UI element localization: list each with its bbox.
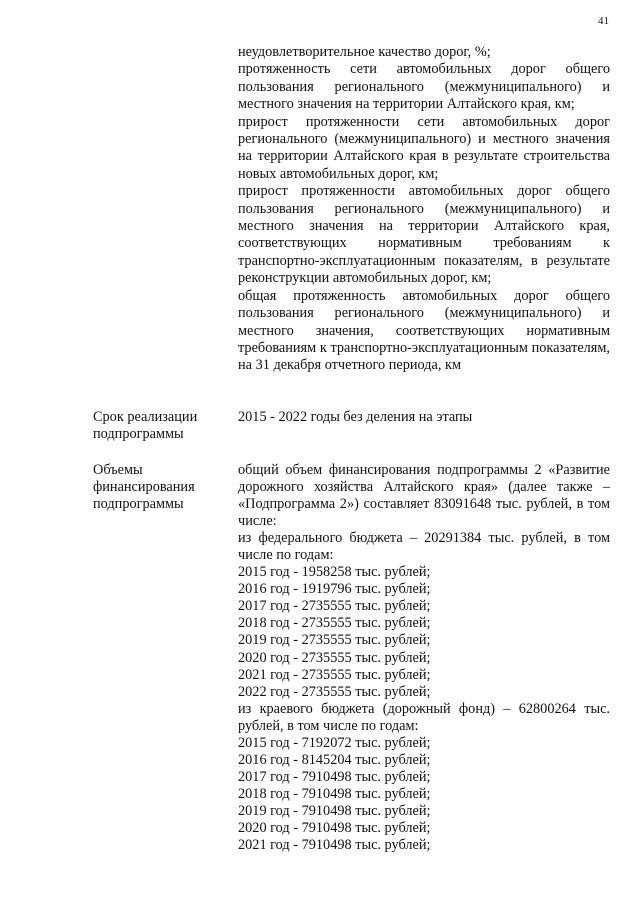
federal-year: 2020 год - 2735555 тыс. рублей; bbox=[238, 649, 431, 666]
indicator-item: общая протяженность автомобильных дорог общего пользования регионального (межмуниципального) и местного значения, соответствующих нормативным требованиям к транспортно-эксплуатационным показателям, на 31 декабря отчетного периода, км bbox=[238, 287, 610, 374]
period-value: 2015 - 2022 годы без деления на этапы bbox=[238, 409, 473, 425]
funding-label: Объемы финансирования подпрограммы bbox=[93, 462, 195, 513]
federal-year: 2019 год - 2735555 тыс. рублей; bbox=[238, 632, 431, 649]
federal-year: 2018 год - 2735555 тыс. рублей; bbox=[238, 615, 431, 632]
federal-year: 2017 год - 2735555 тыс. рублей; bbox=[238, 598, 431, 615]
regional-year: 2021 год - 7910498 тыс. рублей; bbox=[238, 837, 431, 854]
regional-year: 2019 год - 7910498 тыс. рублей; bbox=[238, 802, 431, 819]
funding-value bbox=[238, 462, 610, 854]
funding-intro: общий объем финансирования подпрограммы 2 «Развитие дорожного хозяйства Алтайского края» (далее также – «Подпрограмма 2») составляет 83091648 тыс. рублей, в том числе: bbox=[238, 462, 610, 530]
indicator-item: неудовлетворительное качество дорог, %; bbox=[238, 44, 491, 60]
federal-year: 2021 год - 2735555 тыс. рублей; bbox=[238, 666, 431, 683]
federal-year: 2016 год - 1919796 тыс. рублей; bbox=[238, 581, 431, 598]
federal-year: 2015 год - 1958258 тыс. рублей; bbox=[238, 564, 431, 581]
regional-year: 2017 год - 7910498 тыс. рублей; bbox=[238, 768, 431, 785]
regional-year: 2020 год - 7910498 тыс. рублей; bbox=[238, 819, 431, 836]
indicator-item: прирост протяженности автомобильных дорог общего пользования регионального (межмуниципального) и местного значения на территории Алтайского края, соответствующих нормативным требованиям к транспортно-эксплуатационным показателям, в результате реконструкции автомобильных дорог, км; bbox=[238, 183, 610, 287]
period-label: Срок реализации подпрограммы bbox=[93, 409, 198, 443]
regional-year: 2016 год - 8145204 тыс. рублей; bbox=[238, 751, 431, 768]
regional-intro: из краевого бюджета (дорожный фонд) – 62800264 тыс. рублей, в том числе по годам: bbox=[238, 700, 610, 734]
page-number: 41 bbox=[598, 15, 609, 27]
indicator-item: протяженность сети автомобильных дорог общего пользования регионального (межмуниципального) и местного значения на территории Алтайского края, км; bbox=[238, 61, 610, 113]
regional-year: 2015 год - 7192072 тыс. рублей; bbox=[238, 734, 431, 751]
federal-intro: из федерального бюджета – 20291384 тыс. рублей, в том числе по годам: bbox=[238, 530, 610, 564]
indicators-block bbox=[238, 44, 610, 375]
indicator-item: прирост протяженности сети автомобильных дорог регионального (межмуниципального) и местного значения на территории Алтайского края в результате строительства новых автомобильных дорог, км; bbox=[238, 113, 610, 182]
regional-year: 2018 год - 7910498 тыс. рублей; bbox=[238, 785, 431, 802]
federal-year: 2022 год - 2735555 тыс. рублей; bbox=[238, 683, 431, 700]
